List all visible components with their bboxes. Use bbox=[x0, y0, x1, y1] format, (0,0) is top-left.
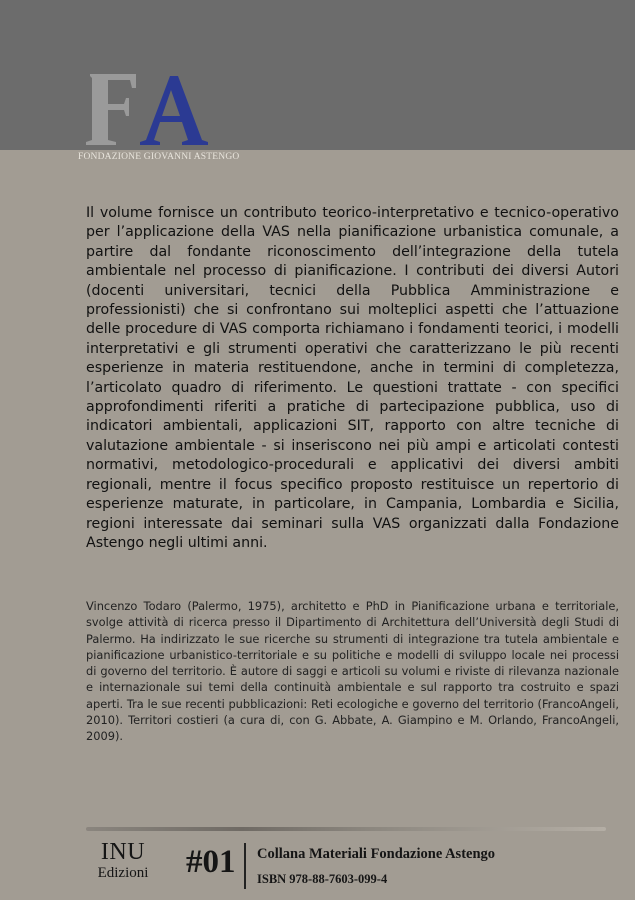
fa-logo-graphic bbox=[78, 70, 208, 150]
foundation-name: FONDAZIONE GIOVANNI ASTENGO bbox=[78, 152, 240, 162]
footer-divider bbox=[86, 827, 606, 831]
author-bio: Vincenzo Todaro (Palermo, 1975), architetto e PhD in Pianificazione urbana e territoriale, svolge attività di ricerca presso il Dipartimento di Architettura dell’Università degli Studi di Palermo. Ha indirizzato le sue ricerche su strumenti di integrazione tra tutela ambientale e pianificazione urbanistico-territoriale e su politiche e modelli di sviluppo locale nei processi di governo del territorio. È autore di saggi e articoli su volumi e riviste di rilevanza nazionale e internazionale sui temi della continuità ambientale e sul rapporto tra costruito e spazi aperti. Tra le sue recenti pubblicazioni: Reti ecologiche e governo del territorio (FrancoAngeli, 2010). Territori costieri (a cura di, con G. Abbate, A. Giampino e M. Orlando, FrancoAngeli, 2009). bbox=[86, 599, 619, 744]
publisher-subtitle: Edizioni bbox=[97, 865, 149, 881]
publisher-logo bbox=[92, 840, 154, 882]
series-title: Collana Materiali Fondazione Astengo bbox=[257, 846, 496, 862]
publisher-name: INU bbox=[100, 839, 146, 865]
footer-separator bbox=[244, 843, 246, 889]
issue-number: #01 bbox=[186, 844, 236, 880]
isbn: ISBN 978-88-7603-099-4 bbox=[257, 872, 388, 886]
book-description: Il volume fornisce un contributo teorico-interpretativo e tecnico-operativo per l’applicazione della VAS nella pianificazione urbanistica comunale, a partire dal fondante riconoscimento dell’integrazione della tutela ambientale nel processo di pianificazione. I contributi dei diversi Autori (docenti universitari, tecnici della Pubblica Amministrazione e professionisti) che si confrontano sui molteplici aspetti che l’attuazione delle procedure di VAS comporta richiamano i fondamenti teorici, i modelli interpretativi e gli strumenti operativi che caratterizzano le più recenti esperienze in materia restituendone, anche in termini di completezza, l’articolato quadro di riferimento. Le questioni trattate - con specifici approfondimenti riferiti a pratiche di partecipazione pubblica, uso di indicatori ambientali, applicazioni SIT, rapporto con altre tecniche di valutazione ambientale - si inseriscono nei più ampi e articolati contesti normativi, metodologico-procedurali e applicativi dei diversi ambiti regionali, mentre il focus specifico proposto restituisce un repertorio di esperienze maturate, in particolare, in Campania, Lombardia e Sicilia, regioni interessate dai seminari sulla VAS organizzati dalla Fondazione Astengo negli ultimi anni. bbox=[86, 205, 619, 551]
fa-logo bbox=[78, 70, 278, 165]
